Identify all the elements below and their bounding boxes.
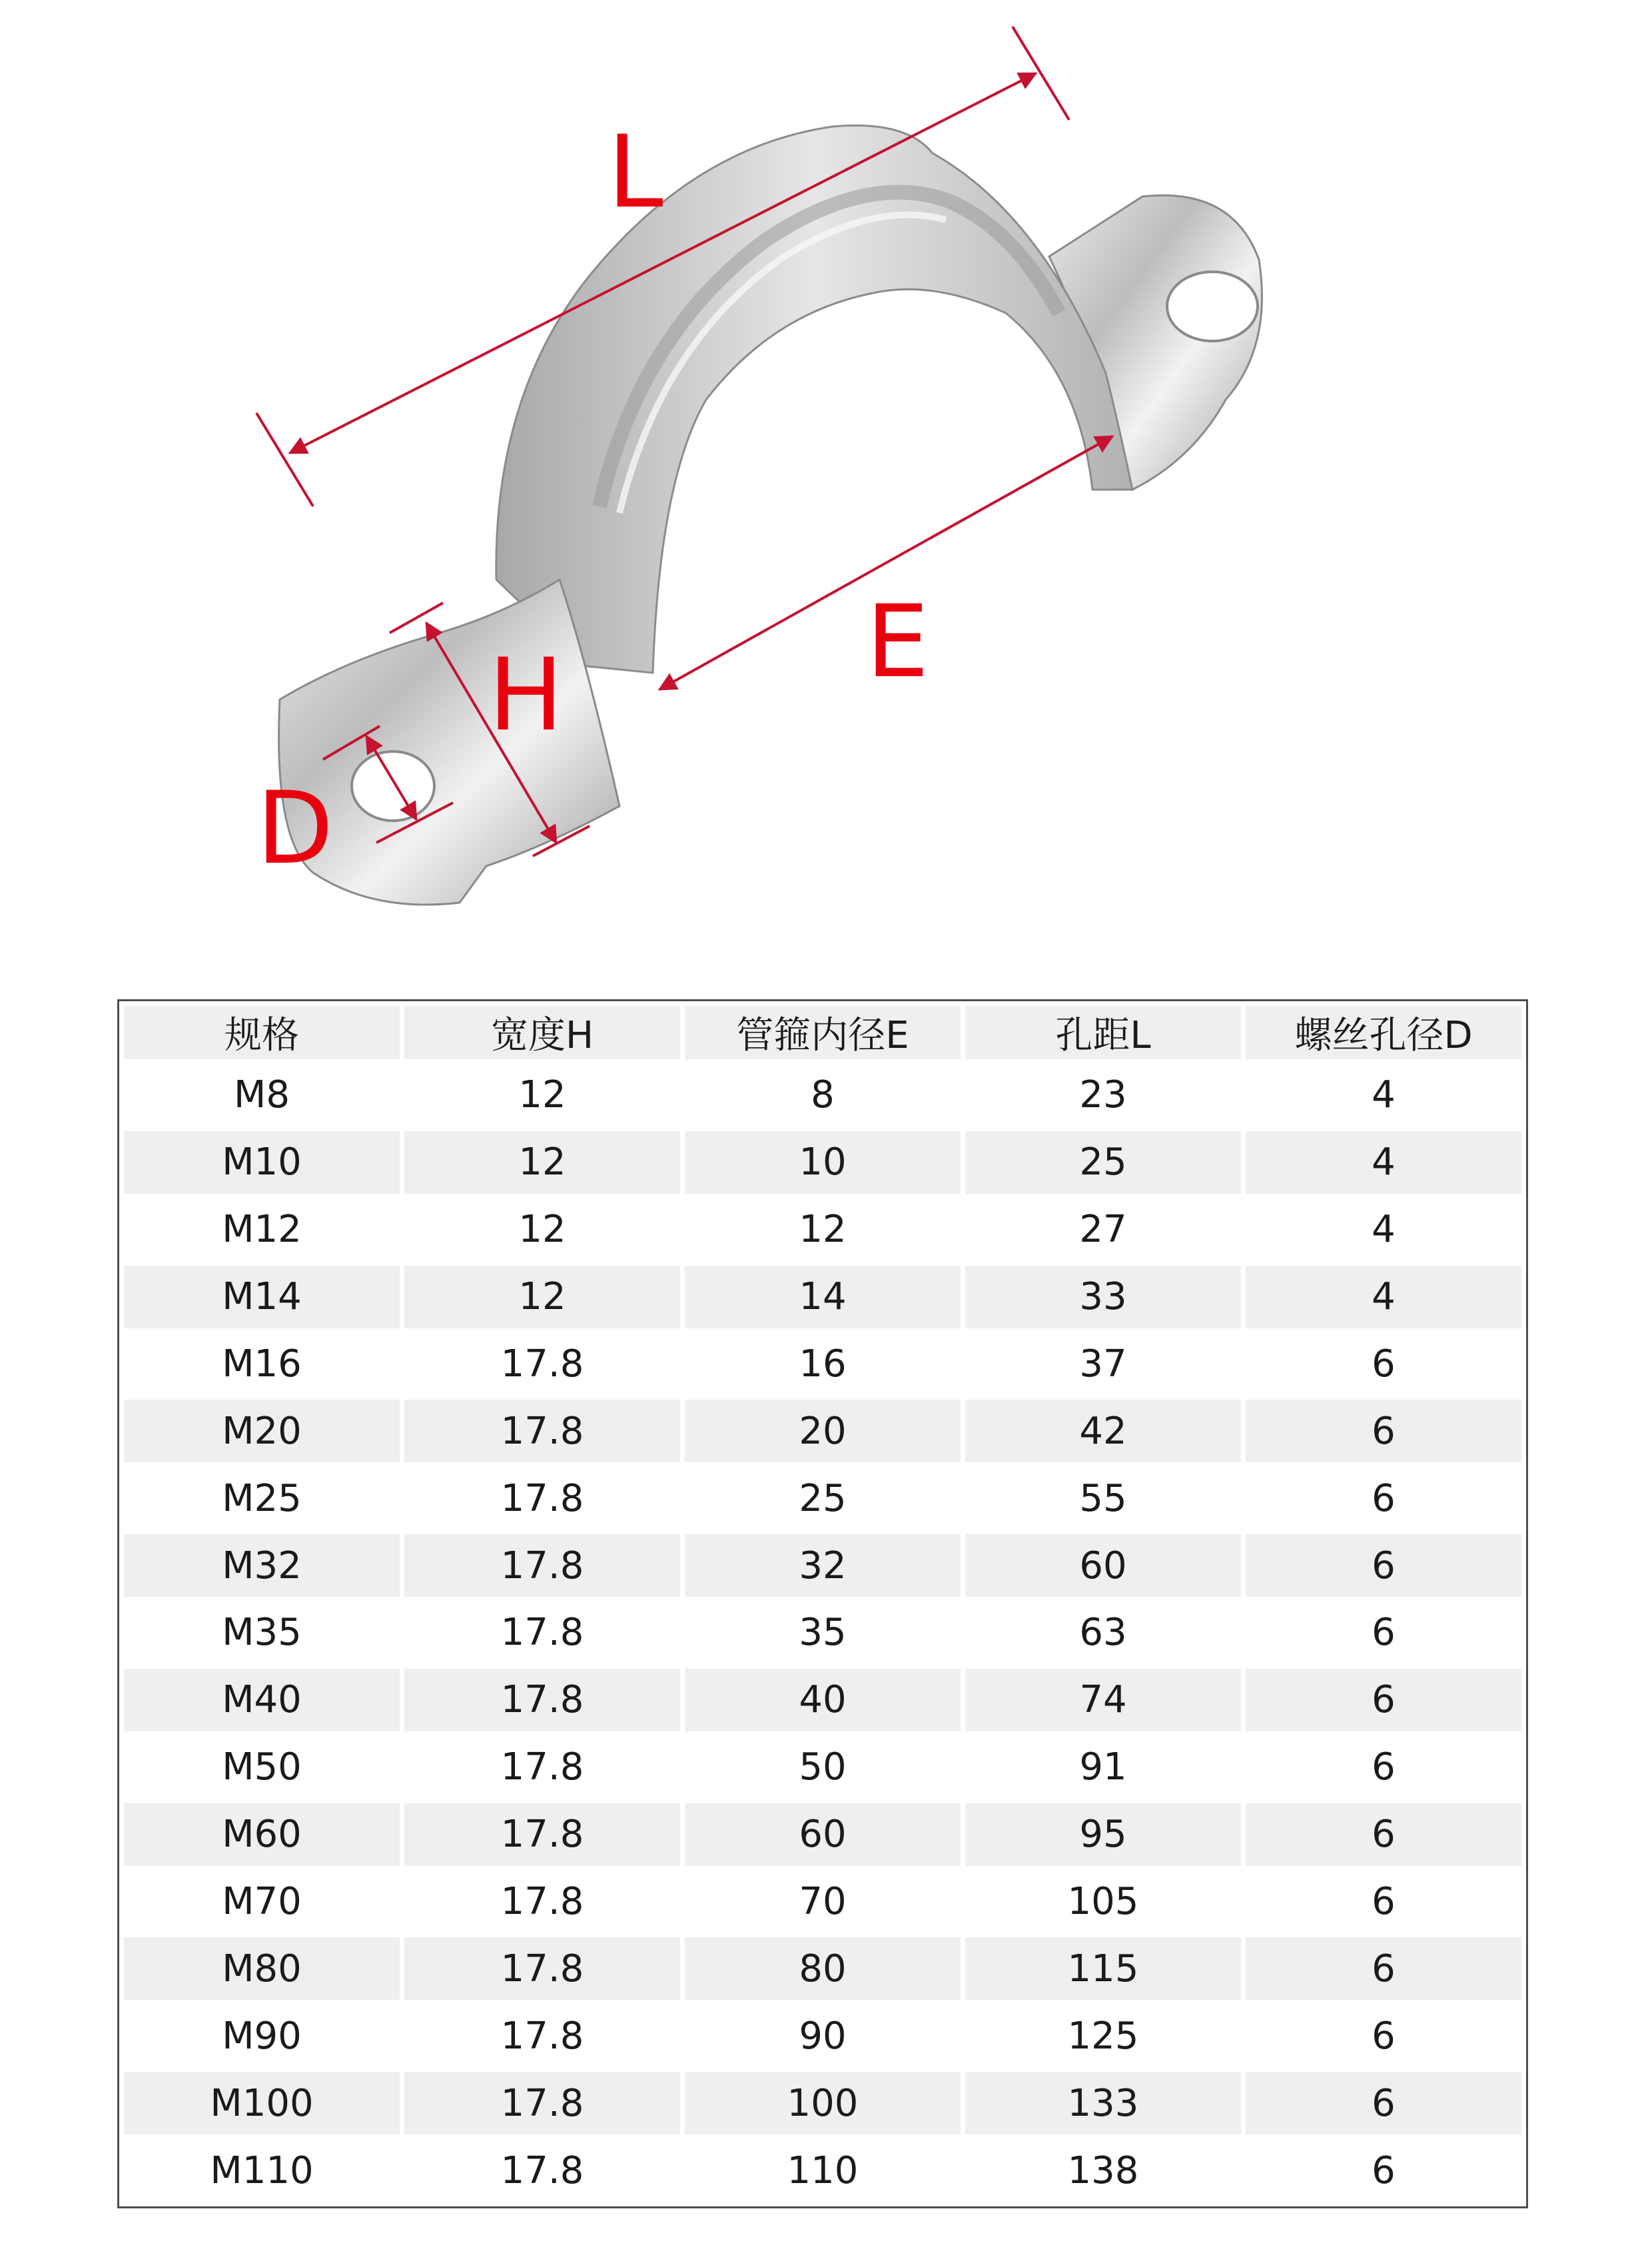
cell-spec: M110 [124,2139,400,2202]
cell-spec: M40 [124,1669,400,1731]
cell-screw-hole-d: 6 [1246,1937,1521,2000]
table-row [124,1400,1521,1462]
cell-hole-spacing-l: 74 [965,1669,1241,1731]
cell-screw-hole-d: 6 [1246,1333,1521,1396]
table-row [124,1467,1521,1530]
cell-inner-diameter-e: 60 [685,1803,961,1866]
cell-hole-spacing-l: 105 [965,1871,1241,1933]
spec-table [117,999,1528,2208]
cell-width-h: 17.8 [404,1333,680,1396]
cell-inner-diameter-e: 70 [685,1871,961,1933]
cell-hole-spacing-l: 138 [965,2139,1241,2202]
cell-screw-hole-d: 6 [1246,1736,1521,1799]
cell-screw-hole-d: 4 [1246,1198,1521,1261]
cell-screw-hole-d: 4 [1246,1131,1521,1194]
cell-screw-hole-d: 6 [1246,1467,1521,1530]
table-row [124,1333,1521,1396]
cell-hole-spacing-l: 125 [965,2005,1241,2067]
cell-inner-diameter-e: 32 [685,1534,961,1597]
cell-inner-diameter-e: 12 [685,1198,961,1261]
spec-table-body [124,1064,1521,2202]
table-row [124,1803,1521,1866]
cell-screw-hole-d: 6 [1246,1534,1521,1597]
cell-screw-hole-d: 6 [1246,1803,1521,1866]
label-L: L [608,115,663,230]
cell-hole-spacing-l: 23 [965,1064,1241,1127]
cell-width-h: 17.8 [404,2072,680,2134]
cell-inner-diameter-e: 10 [685,1131,961,1194]
cell-spec: M10 [124,1131,400,1194]
cell-hole-spacing-l: 33 [965,1266,1241,1328]
cell-inner-diameter-e: 100 [685,2072,961,2134]
cell-screw-hole-d: 6 [1246,1669,1521,1731]
cell-hole-spacing-l: 55 [965,1467,1241,1530]
header-inner-diameter-e: 管箍内径E [685,1006,961,1059]
cell-hole-spacing-l: 95 [965,1803,1241,1866]
cell-inner-diameter-e: 80 [685,1937,961,2000]
cell-hole-spacing-l: 27 [965,1198,1241,1261]
cell-hole-spacing-l: 42 [965,1400,1241,1462]
cell-width-h: 12 [404,1064,680,1127]
cell-screw-hole-d: 6 [1246,1400,1521,1462]
cell-inner-diameter-e: 110 [685,2139,961,2202]
cell-width-h: 12 [404,1198,680,1261]
cell-hole-spacing-l: 133 [965,2072,1241,2134]
cell-width-h: 17.8 [404,1534,680,1597]
cell-screw-hole-d: 6 [1246,2072,1521,2134]
cell-screw-hole-d: 6 [1246,1601,1521,1664]
label-D: D [256,771,334,887]
cell-hole-spacing-l: 60 [965,1534,1241,1597]
cell-inner-diameter-e: 90 [685,2005,961,2067]
cell-spec: M70 [124,1871,400,1933]
cell-inner-diameter-e: 40 [685,1669,961,1731]
cell-spec: M20 [124,1400,400,1462]
cell-width-h: 12 [404,1266,680,1328]
table-row [124,2072,1521,2134]
cell-width-h: 17.8 [404,1937,680,2000]
table-row [124,1601,1521,1664]
cell-hole-spacing-l: 115 [965,1937,1241,2000]
cell-inner-diameter-e: 20 [685,1400,961,1462]
cell-inner-diameter-e: 50 [685,1736,961,1799]
label-H: H [488,638,564,753]
cell-spec: M100 [124,2072,400,2134]
cell-screw-hole-d: 6 [1246,2139,1521,2202]
table-row [124,2005,1521,2067]
cell-screw-hole-d: 4 [1246,1064,1521,1127]
cell-spec: M12 [124,1198,400,1261]
cell-width-h: 17.8 [404,1400,680,1462]
cell-screw-hole-d: 6 [1246,1871,1521,1933]
cell-spec: M14 [124,1266,400,1328]
table-row [124,1266,1521,1328]
cell-inner-diameter-e: 35 [685,1601,961,1664]
table-row [124,1198,1521,1261]
cell-spec: M35 [124,1601,400,1664]
cell-hole-spacing-l: 25 [965,1131,1241,1194]
table-row [124,1937,1521,2000]
header-spec: 规格 [124,1006,400,1059]
cell-width-h: 17.8 [404,1467,680,1530]
cell-width-h: 17.8 [404,1669,680,1731]
cell-hole-spacing-l: 37 [965,1333,1241,1396]
clamp-arch [496,125,1132,673]
table-row [124,1131,1521,1194]
table-row [124,1534,1521,1597]
table-row [124,1064,1521,1127]
cell-spec: M90 [124,2005,400,2067]
table-row [124,1871,1521,1933]
cell-width-h: 17.8 [404,1803,680,1866]
cell-width-h: 17.8 [404,2139,680,2202]
header-screw-hole-d: 螺丝孔径D [1246,1006,1521,1059]
table-row [124,1736,1521,1799]
header-width-h: 宽度H [404,1006,680,1059]
cell-hole-spacing-l: 63 [965,1601,1241,1664]
table-row [124,1669,1521,1731]
header-hole-spacing-l: 孔距L [965,1006,1241,1059]
cell-width-h: 17.8 [404,1601,680,1664]
cell-inner-diameter-e: 14 [685,1266,961,1328]
cell-width-h: 12 [404,1131,680,1194]
cell-spec: M60 [124,1803,400,1866]
cell-spec: M32 [124,1534,400,1597]
cell-inner-diameter-e: 8 [685,1064,961,1127]
cell-spec: M25 [124,1467,400,1530]
cell-inner-diameter-e: 16 [685,1333,961,1396]
label-E: E [866,584,929,700]
cell-screw-hole-d: 4 [1246,1266,1521,1328]
table-row [124,2139,1521,2202]
cell-width-h: 17.8 [404,1736,680,1799]
cell-width-h: 17.8 [404,2005,680,2067]
cell-screw-hole-d: 6 [1246,2005,1521,2067]
table-header-row [124,1006,1521,1059]
cell-spec: M16 [124,1333,400,1396]
cell-spec: M80 [124,1937,400,2000]
cell-width-h: 17.8 [404,1871,680,1933]
pipe-clamp-diagram [0,0,1652,933]
cell-hole-spacing-l: 91 [965,1736,1241,1799]
cell-spec: M50 [124,1736,400,1799]
cell-spec: M8 [124,1064,400,1127]
cell-inner-diameter-e: 25 [685,1467,961,1530]
